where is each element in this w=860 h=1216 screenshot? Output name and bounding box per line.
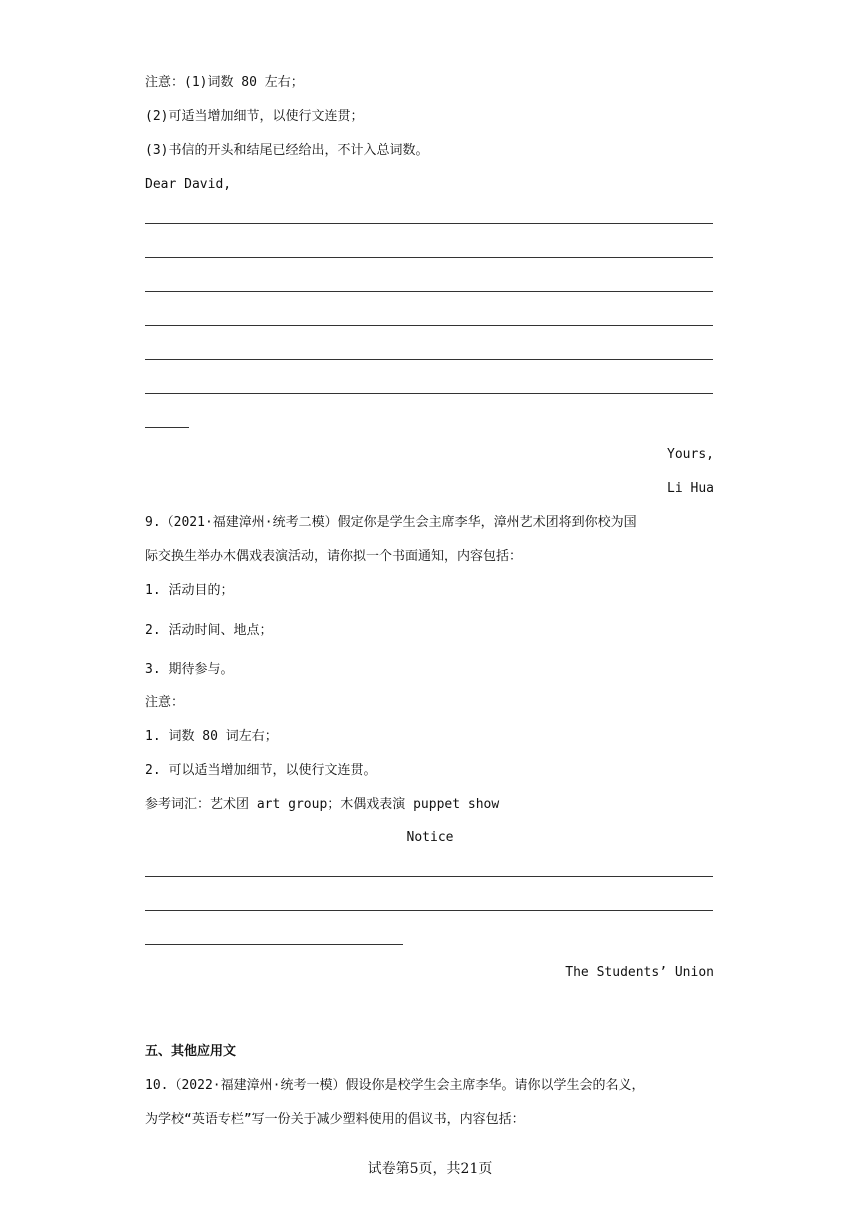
q8-note-2: (2)可适当增加细节，以使行文连贯； — [145, 109, 364, 124]
writing-line — [145, 876, 713, 877]
writing-line — [145, 223, 713, 224]
q10-line2: 为学校“英语专栏”写一份关于减少塑料使用的倡议书，内容包括： — [145, 1112, 525, 1127]
q9-point-3: 3. 期待参与。 — [145, 662, 234, 677]
letter-greeting: Dear David, — [145, 177, 232, 192]
notice-signoff: The Students’ Union — [565, 965, 714, 980]
writing-line — [145, 257, 713, 258]
writing-line-short — [145, 427, 189, 428]
writing-line — [145, 910, 713, 911]
letter-closing: Yours, — [667, 447, 714, 462]
q9-intro-line2: 际交换生举办木偶戏表演活动，请你拟一个书面通知，内容包括： — [145, 549, 523, 564]
q10-line1: 10.（2022·福建漳州·统考一模）假设你是校学生会主席李华。请你以学生会的名义， — [145, 1078, 645, 1093]
q9-note-2: 2. 可以适当增加细节，以使行文连贯。 — [145, 763, 377, 778]
q9-notes-label: 注意： — [145, 695, 185, 710]
q9-note-1: 1. 词数 80 词左右； — [145, 729, 278, 744]
q9-point-2: 2. 活动时间、地点； — [145, 623, 273, 638]
section-heading: 五、其他应用文 — [145, 1044, 237, 1059]
q8-note-1: 注意：(1)词数 80 左右； — [145, 75, 304, 90]
writing-line — [145, 325, 713, 326]
writing-line — [145, 291, 713, 292]
q9-intro-line1: 9.（2021·福建漳州·统考二模）假定你是学生会主席李华，漳州艺术团将到你校为国 — [145, 515, 637, 530]
letter-signature: Li Hua — [667, 481, 714, 496]
q9-vocab: 参考词汇：艺术团 art group；木偶戏表演 puppet show — [145, 797, 500, 812]
writing-line — [145, 359, 713, 360]
notice-title: Notice — [406, 830, 454, 845]
page-footer: 试卷第5页，共21页 — [367, 1161, 493, 1177]
q9-point-1: 1. 活动目的； — [145, 583, 234, 598]
writing-line — [145, 393, 713, 394]
q8-note-3: (3)书信的开头和结尾已经给出，不计入总词数。 — [145, 143, 429, 158]
writing-line-short — [145, 944, 403, 945]
